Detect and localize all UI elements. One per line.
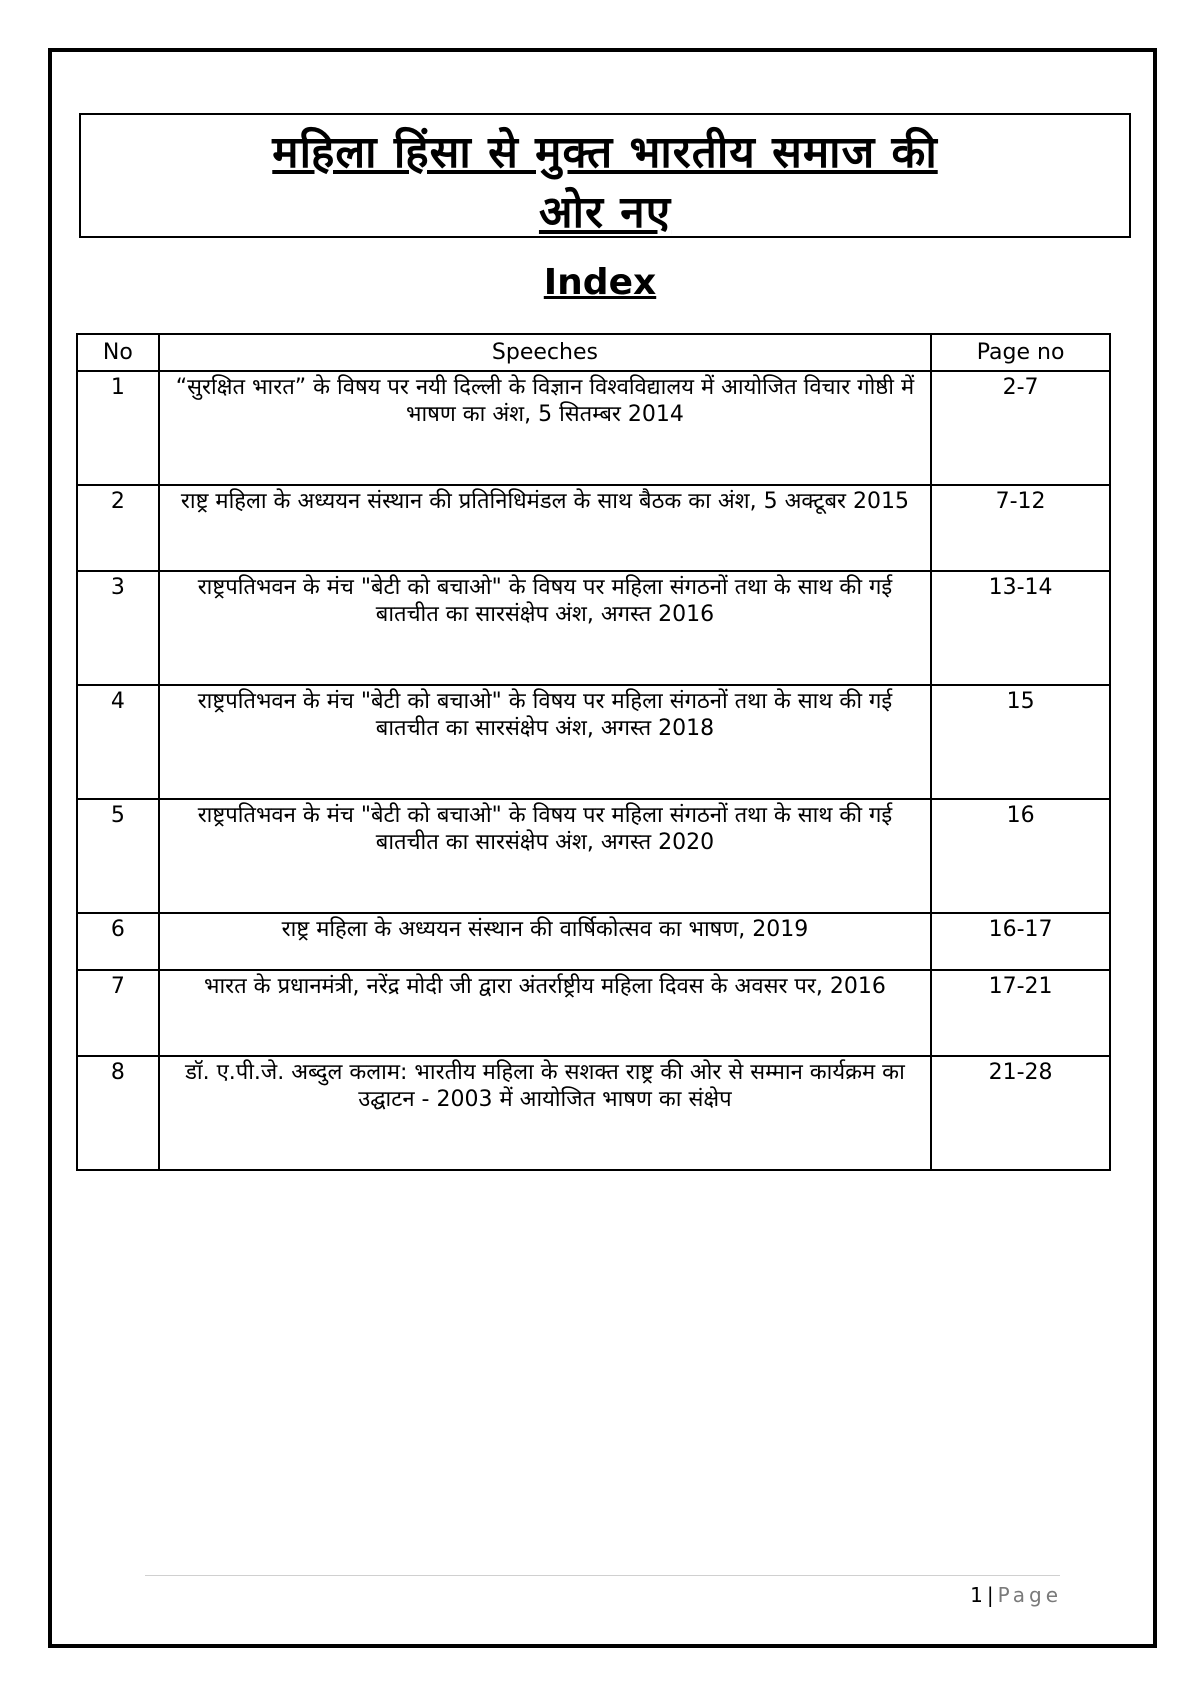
- row-no: 6: [77, 913, 159, 970]
- row-page: 17-21: [931, 970, 1110, 1056]
- row-speech: राष्ट्रपतिभवन के मंच "बेटी को बचाओ" के विषय पर महिला संगठनों तथा के साथ की गई बातचीत का सारसंक्षेप अंश, अगस्त 2018: [159, 685, 931, 799]
- row-no: 3: [77, 571, 159, 685]
- row-speech: डॉ. ए.पी.जे. अब्दुल कलाम: भारतीय महिला के सशक्त राष्ट्र की ओर से सम्मान कार्यक्रम का उद्घाटन - 2003 में आयोजित भाषण का संक्षेप: [159, 1056, 931, 1170]
- table-row: [77, 1056, 1110, 1170]
- row-speech: भारत के प्रधानमंत्री, नरेंद्र मोदी जी द्वारा अंतर्राष्ट्रीय महिला दिवस के अवसर पर, 2016: [159, 970, 931, 1056]
- table-row: [77, 571, 1110, 685]
- row-no: 7: [77, 970, 159, 1056]
- row-speech: “सुरक्षित भारत” के विषय पर नयी दिल्ली के विज्ञान विश्वविद्यालय में आयोजित विचार गोष्ठी में भाषण का अंश, 5 सितम्बर 2014: [159, 371, 931, 485]
- row-speech: राष्ट्र महिला के अध्ययन संस्थान की प्रतिनिधिमंडल के साथ बैठक का अंश, 5 अक्टूबर 2015: [159, 485, 931, 571]
- row-page: 15: [931, 685, 1110, 799]
- row-page: 2-7: [931, 371, 1110, 485]
- row-speech: राष्ट्रपतिभवन के मंच "बेटी को बचाओ" के विषय पर महिला संगठनों तथा के साथ की गई बातचीत का सारसंक्षेप अंश, अगस्त 2016: [159, 571, 931, 685]
- table-row: [77, 799, 1110, 913]
- row-page: 21-28: [931, 1056, 1110, 1170]
- table-row: [77, 485, 1110, 571]
- header-no: No: [77, 334, 159, 371]
- row-page: 13-14: [931, 571, 1110, 685]
- document-title-box: [79, 113, 1131, 238]
- row-page: 16-17: [931, 913, 1110, 970]
- table-row: [77, 913, 1110, 970]
- header-speeches: Speeches: [159, 334, 931, 371]
- header-page-no: Page no: [931, 334, 1110, 371]
- row-no: 1: [77, 371, 159, 485]
- table-row: [77, 685, 1110, 799]
- document-title-line-1: महिला हिंसा से मुक्त भारतीय समाज की: [272, 127, 938, 178]
- page-number: 1: [970, 1583, 983, 1607]
- table-row: [77, 371, 1110, 485]
- index-table: [76, 333, 1111, 1171]
- row-no: 2: [77, 485, 159, 571]
- footer-divider: [145, 1575, 1060, 1576]
- row-no: 4: [77, 685, 159, 799]
- row-no: 5: [77, 799, 159, 913]
- page-label: Page: [997, 1583, 1062, 1607]
- row-speech: राष्ट्रपतिभवन के मंच "बेटी को बचाओ" के विषय पर महिला संगठनों तथा के साथ की गई बातचीत का सारसंक्षेप अंश, अगस्त 2020: [159, 799, 931, 913]
- row-no: 8: [77, 1056, 159, 1170]
- footer-separator: |: [986, 1583, 994, 1607]
- table-header-row: [77, 334, 1110, 371]
- document-title-line-2: ओर नए: [538, 187, 672, 238]
- index-heading: Index: [543, 262, 657, 303]
- table-row: [77, 970, 1110, 1056]
- page-footer: [970, 1583, 1062, 1607]
- row-speech: राष्ट्र महिला के अध्ययन संस्थान की वार्षिकोत्सव का भाषण, 2019: [159, 913, 931, 970]
- row-page: 16: [931, 799, 1110, 913]
- row-page: 7-12: [931, 485, 1110, 571]
